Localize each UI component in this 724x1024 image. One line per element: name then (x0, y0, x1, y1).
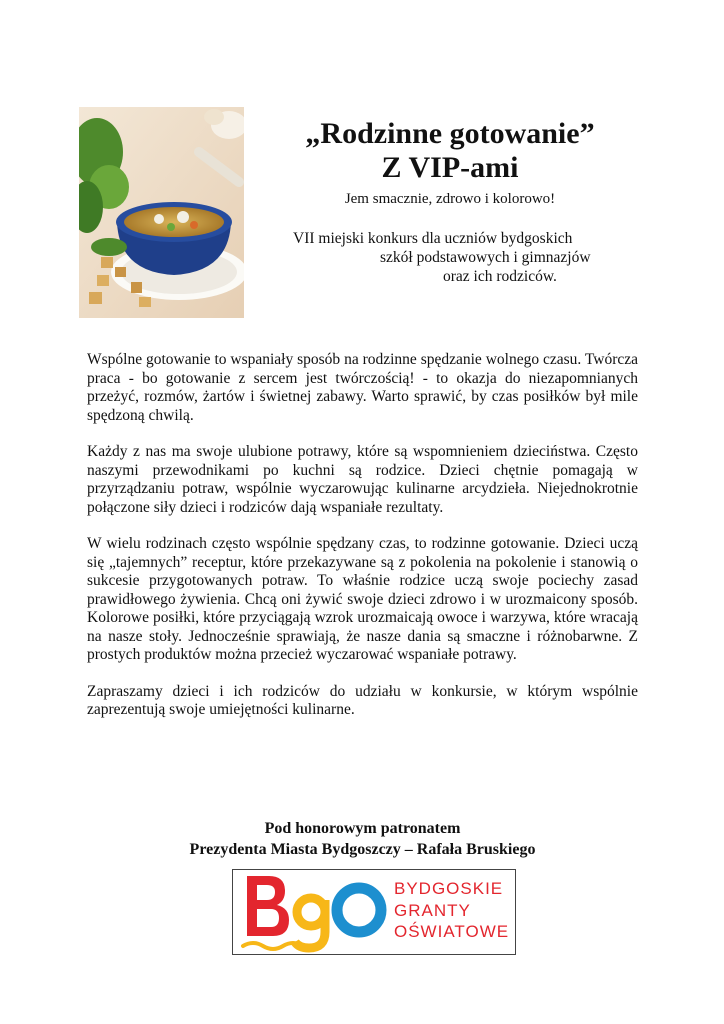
subtitle: Jem smacznie, zdrowo i kolorowo! (344, 191, 556, 207)
paragraph-4: Zapraszamy dzieci i ich rodziców do udziału w konkursie, w którym wspólnie zaprezentują swoje umiejętności kulinarne. (87, 682, 638, 718)
paragraph-3: W wielu rodzinach często wspólnie spędzany czas, to rodzinne gotowanie. Dzieci uczą się „tajemnych” receptur, które przekazywane są z pokolenia na pokolenie i stanowią o sukcesie przygotowanych potraw. To właśnie rodzice uczą swoje pociechy zasad prawidłowego żywienia. Chcą oni żywić swoje dzieci zdrowo i w urozmaicony sposób. Kolorowe posiłki, które przyciągają wzrok urozmaicają owoce i warzywa, które wracają na nasze stoły. Jednocześnie sprawiają, że nasze dania są smaczne i różnobarwne. Z prostych produktów można przecież wyczarować wspaniałe potrawy. (87, 535, 638, 663)
body-text (87, 351, 638, 738)
contest-line-3: oraz ich rodziców. (443, 268, 557, 285)
patronage-line-2: Prezydenta Miasta Bydgoszczy – Rafała Bruskiego (189, 841, 536, 858)
logo-letter-b (247, 876, 289, 936)
logo-letter-o (337, 888, 381, 932)
logo-line-1: BYDGOSKIE (394, 879, 504, 898)
paragraph-2: Każdy z nas ma swoje ulubione potrawy, które są wspomnieniem dzieciństwa. Często naszymi przewodnikami po kuchni są rodzice. Dzieci chętnie pomagają w przyrządzaniu potraw, wspólnie wyczarowując kulinarne arcydzieła. Niejednokrotnie połączone siły dzieci i rodziców dają wspaniałe rezultaty. (87, 443, 638, 516)
logo-line-3: OŚWIATOWE (394, 922, 510, 941)
soup-photo (79, 107, 244, 318)
logo-text (394, 878, 509, 943)
title-line-1: „Rodzinne gotowanie” (305, 117, 595, 150)
contest-line-1: VII miejski konkurs dla uczniów bydgoskich (293, 230, 573, 247)
patronage-line-1: Pod honorowym patronatem (264, 820, 461, 837)
logo-line-2: GRANTY (394, 900, 471, 920)
bgo-logo (232, 869, 516, 955)
patronage (87, 818, 638, 860)
paragraph-1: Wspólne gotowanie to wspaniały sposób na rodzinne spędzanie wolnego czasu. Twórcza praca - bo gotowanie z sercem jest twórczością! - to okazja do niezapomnianych przeżyć, rozmów, żartów i świetnej zabawy. Warto sprawić, by czas posiłków był mile spędzoną chwilą. (87, 351, 638, 424)
title-line-2: Z VIP-ami (381, 151, 519, 184)
contest-line-2: szkół podstawowych i gimnazjów (380, 249, 591, 266)
